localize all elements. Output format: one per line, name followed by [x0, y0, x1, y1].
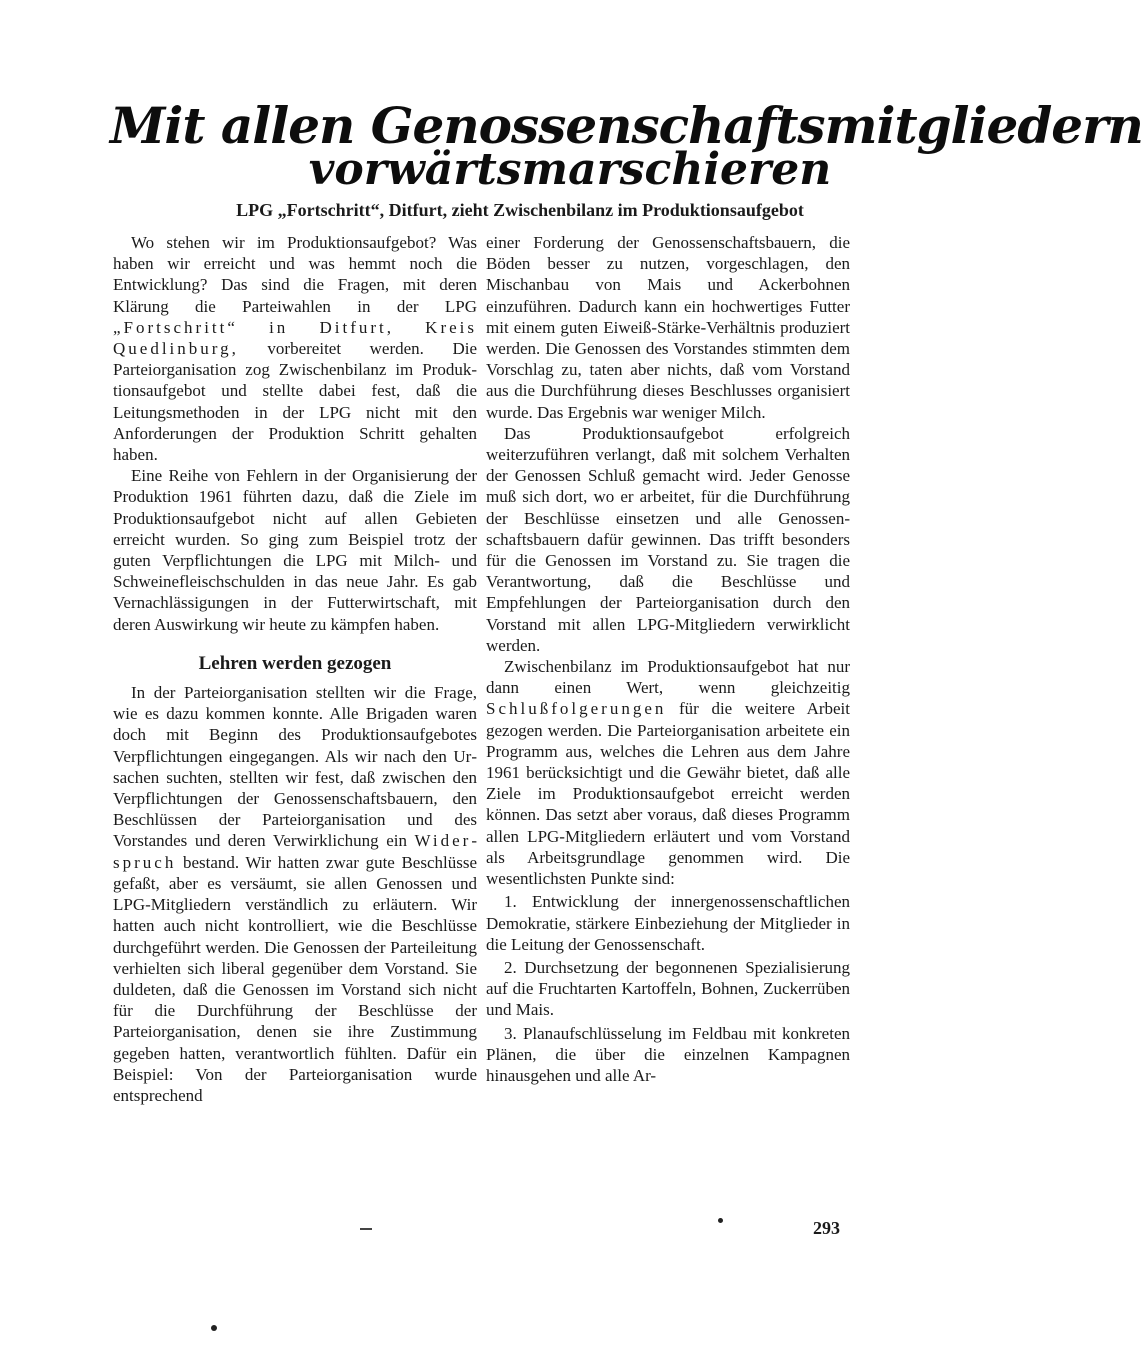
scan-dot [211, 1325, 217, 1331]
paragraph [486, 656, 850, 889]
paragraph-text: für die weitere Arbeit gezogen werden. Die Parteiorganisation arbeitete ein Programm aus, welches die Lehren aus dem Jahre 1961 berücksichtigt und die Gewähr bietet, daß alle Ziele im Produktionsaufgebot erreicht werden können. Das setzt aber voraus, daß dieses Programm allen LPG-Mitgliedern erläutert und vom Vorstand als Arbeitsgrundlage genommen wird. Die wesentlichsten Punkte sind: [486, 699, 850, 889]
emphasized-text: „Fortschritt“ in Ditfurt, Kreis Quedlinburg, [113, 317, 477, 359]
scan-mark [360, 1228, 372, 1230]
paragraph [113, 232, 477, 465]
paragraph-text: vorbereitet werden. Die Parteiorganisation zog Zwischenbilanz im Produktionsaufgebot und stellte dabei fest, daß die Leitungsmethoden in der LPG nicht mit den Anforderungen der Produktion Schritt gehalten haben. [113, 339, 477, 465]
right-column [486, 232, 850, 1086]
emphasized-text: Schlußfolgerungen [486, 699, 667, 719]
left-column [113, 232, 477, 1106]
paragraph: Eine Reihe von Fehlern in der Organisierung der Produktion 1961 führten dazu, daß die Ziele im Produktionsaufgebot nicht auf allen Gebieten erreicht wurden. So ging zum Beispiel trotz der guten Verpflichtungen die LPG mit Milch- und Schweinefleischschulden in das neue Jahr. Es gab Vernachlässigungen in der Futterwirtschaft, mit deren Auswirkung wir heute zu kämpfen haben. [113, 466, 477, 634]
emphasized-text: Widerspruch [113, 831, 477, 872]
list-item: 3. Planaufschlüsselung im Feldbau mit konkreten Plänen, die über die einzelnen Kampagnen hinausgehen und alle Ar- [486, 1023, 850, 1085]
paragraph-text: Zwischenbilanz im Produktionsaufgebot hat nur dann einen Wert, wenn gleichzeitig [486, 657, 850, 698]
section-heading: Lehren werden gezogen [198, 652, 392, 674]
paragraph: einer Forderung der Genossenschaftsbauern, die Böden besser zu nutzen, vorgeschlagen, den Mischanbau von Mais und Ackerbohnen einzuführen. Dadurch kann ein hochwertiges Futter mit einem guten Eiweiß-Stärke-Verhältnis produziert werden. Die Genossen des Vorstandes stimmten dem Vorschlag zu, taten aber nichts, daß vom Vorstand aus die Durchführung dieses Beschlusses organisiert wurde. Das Ergebnis war weniger Milch. [486, 233, 850, 422]
paragraph-text: Wo stehen wir im Produktionsaufgebot? Was haben wir erreicht und was hemmt noch die Entwicklung? Das sind die Fragen, mit deren Klärung die Parteiwahlen in der LPG [113, 233, 477, 316]
article-title-line-2: vorwärtsmarschieren [308, 144, 832, 195]
scan-dot [718, 1218, 723, 1223]
paragraph: Das Produktionsaufgebot erfolgreich weiterzuführen verlangt, daß mit solchem Verhalten der Genossen Schluß gemacht wird. Jeder Genosse muß sich dort, wo er arbeitet, für die Durchführung der Beschlüsse einsetzen und alle Genossenschaftsbauern dafür gewinnen. Das trifft besonders für die Genossen im Vorstand zu. Sie tragen die Verantwortung, daß die Beschlüsse und Empfehlungen der Parteiorganisation durch den Vorstand mit allen LPG-Mitgliedern verwirklicht werden. [486, 423, 850, 655]
paragraph-text: In der Parteiorganisation stellten wir die Frage, wie es dazu kommen konnte. Alle Brigaden waren doch mit Beginn des Produktionsaufgebotes Verpflichtungen eingegangen. Als wir nach den Ursachen suchten, stellten wir fest, daß zwischen den Verpflichtungen der Genossenschaftsbauern, den Beschlüssen der Parteiorganisation und des Vorstandes und deren Verwirklichung ein [113, 683, 477, 851]
list-item: 1. Entwicklung der innergenossenschaftlichen Demokratie, stärkere Einbeziehung der Mitglieder in die Leitung der Genossenschaft. [486, 892, 850, 954]
paragraph-text: bestand. Wir hatten zwar gute Beschlüsse gefaßt, aber es versäumt, sie allen Genossen und LPG-Mitgliedern verständlich zu erläutern. Wir hatten auch nicht kontrolliert, wie die Beschlüsse durchgeführt werden. Die Genossen der Parteileitung verhielten sich liberal gegenüber dem Vorstand. Sie duldeten, daß die Genossen im Vorstand sich nicht für die Durchführung der Beschlüsse der Parteiorganisation, denen sie ihre Zustimmung gegeben hatten, verantwortlich fühlten. Dafür ein Beispiel: Von der Parteiorganisation wurde entsprechend [113, 852, 477, 1105]
article-subtitle: LPG „Fortschritt“, Ditfurt, zieht Zwischenbilanz im Produktionsaufgebot [236, 200, 804, 220]
article-title-line-1: Mit allen Genossenschaftsmitgliedern [110, 96, 1143, 155]
list-item: 2. Durchsetzung der begonnenen Spezialisierung auf die Fruchtarten Kartoffeln, Bohnen, Zuckerrüben und Mais. [486, 957, 850, 1020]
paragraph [113, 682, 477, 1106]
page-number: 293 [813, 1218, 840, 1238]
